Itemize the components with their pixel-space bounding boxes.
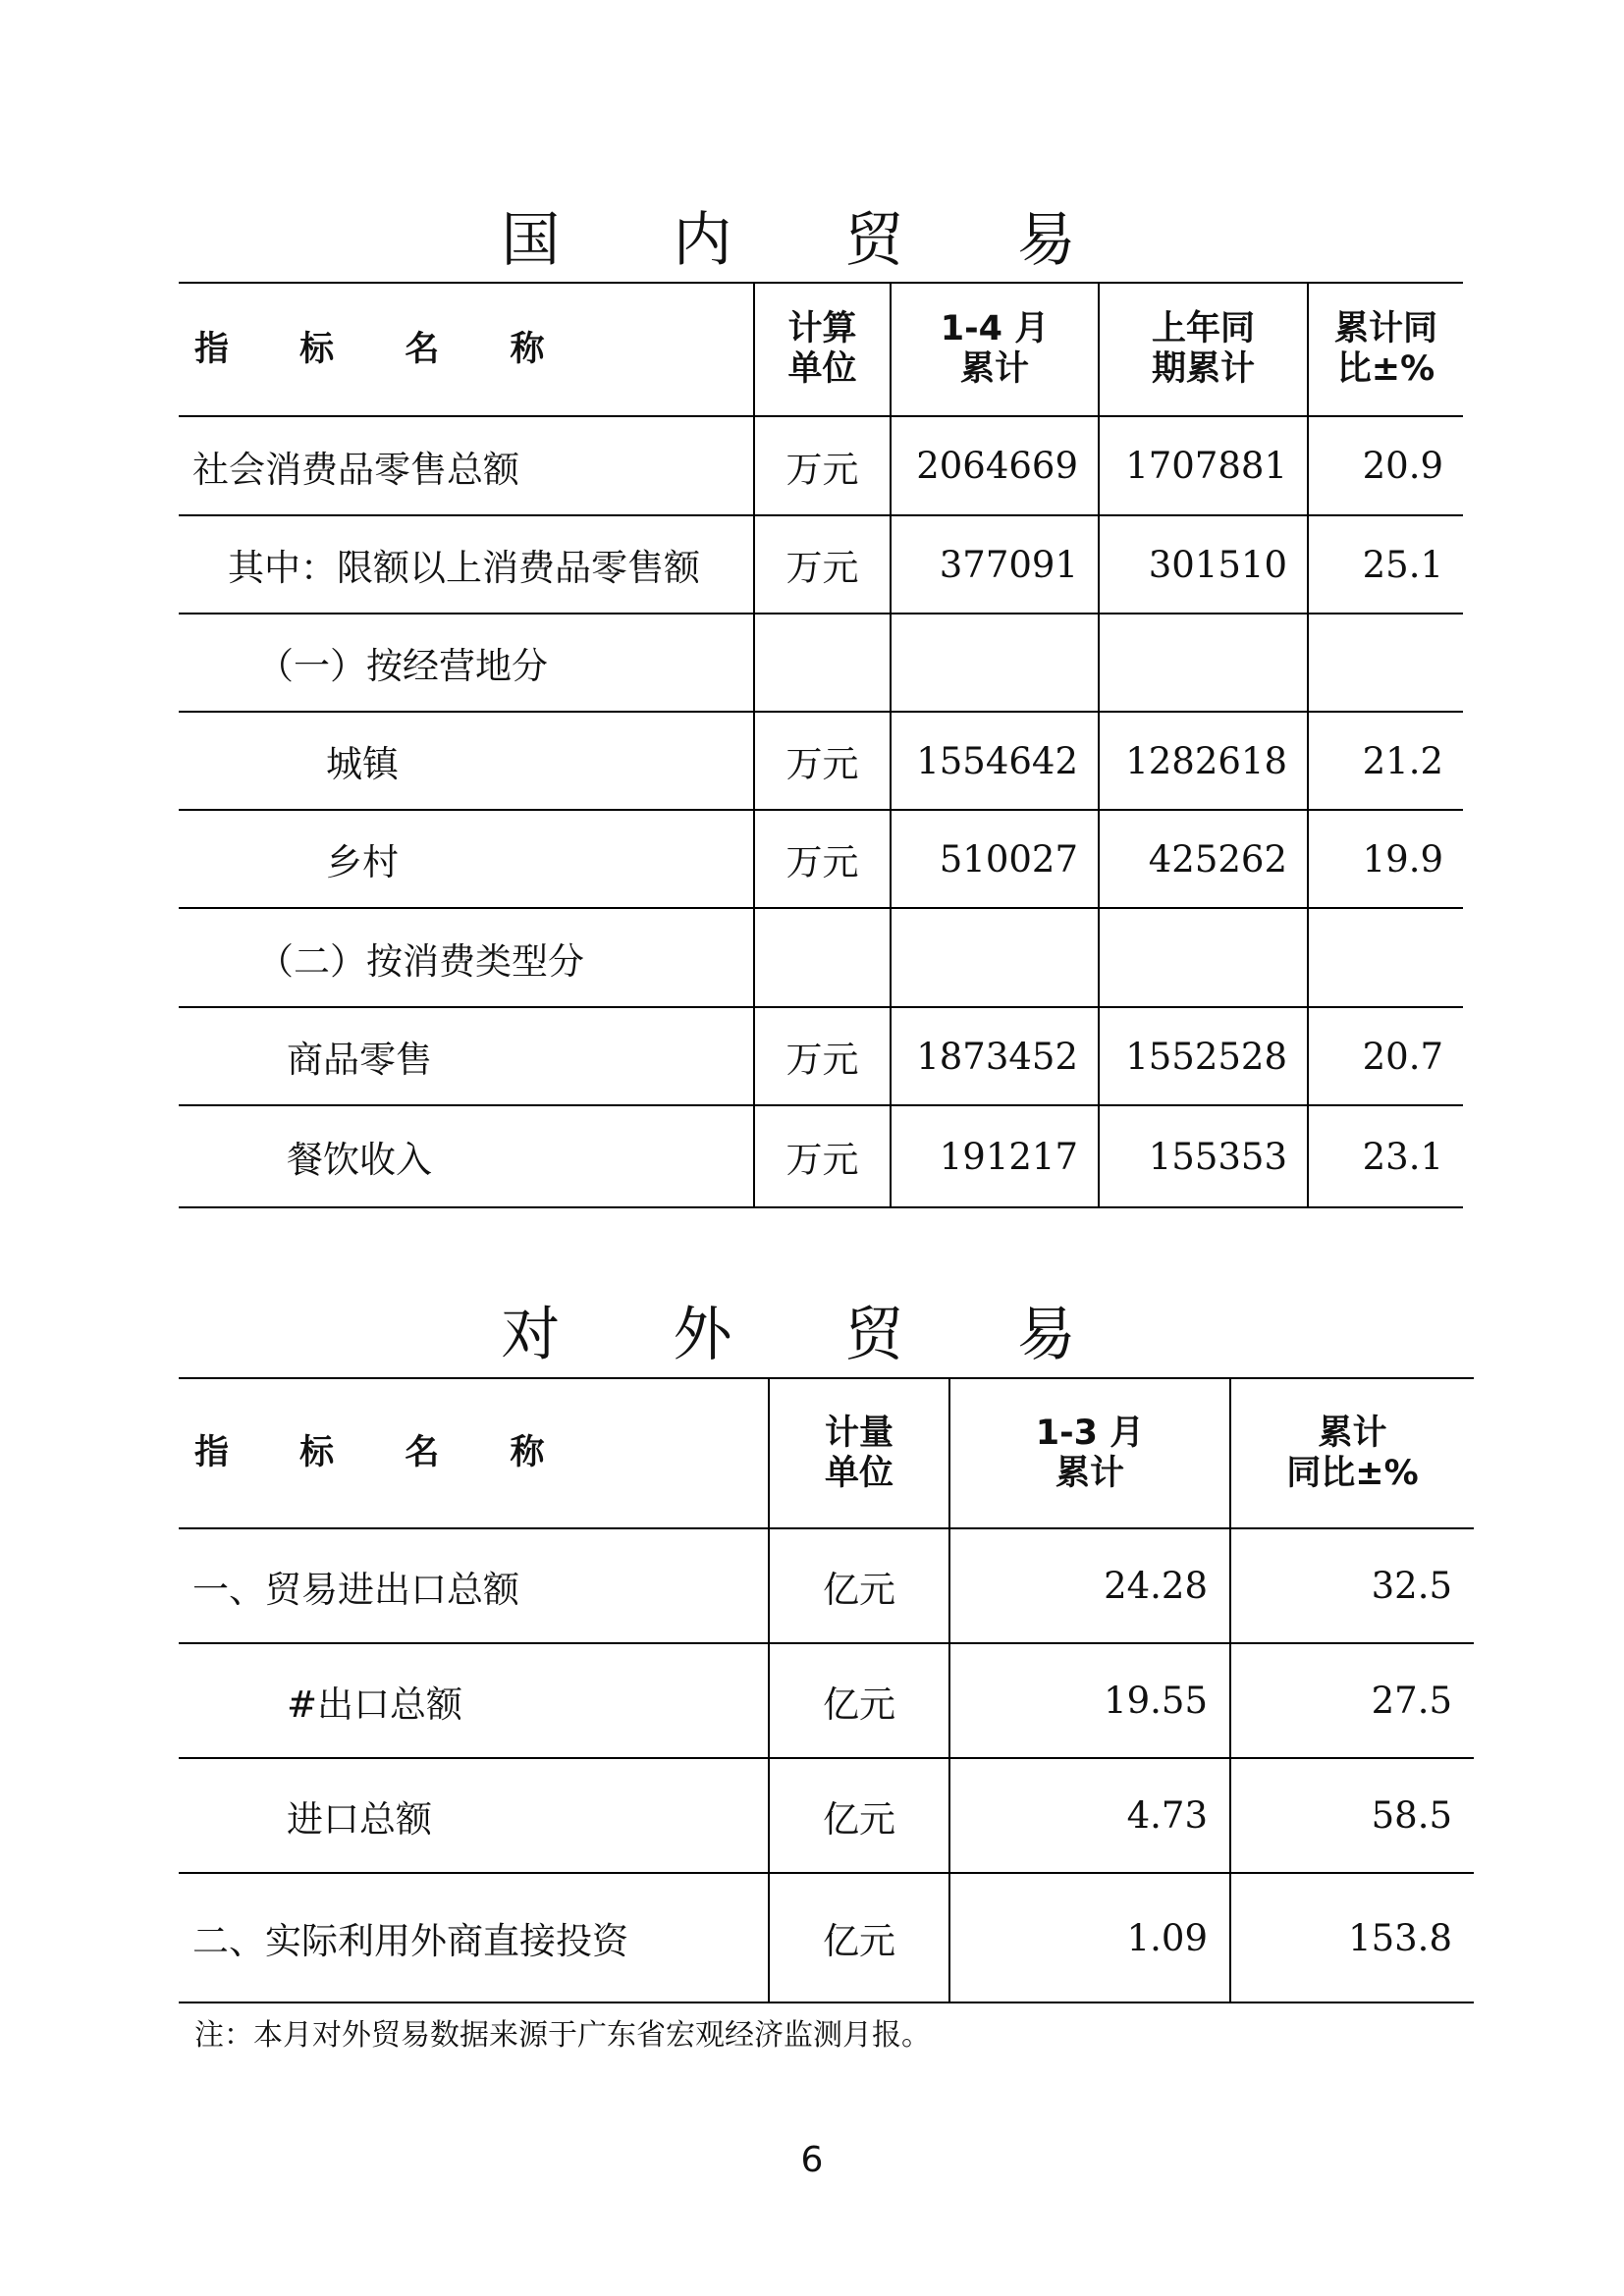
row-yoy: 20.7 [1308, 1007, 1463, 1105]
table-row [179, 1105, 1463, 1207]
row-unit: 万元 [754, 712, 891, 810]
row-current: 1873452 [891, 1007, 1099, 1105]
row-yoy: 153.8 [1230, 1873, 1474, 2002]
table-row [179, 1007, 1463, 1105]
row-current: 24.28 [949, 1528, 1230, 1643]
row-unit: 万元 [754, 810, 891, 908]
row-previous: 425262 [1099, 810, 1308, 908]
row-previous [1099, 614, 1308, 712]
header-current-cumulative: 1-3 月 累计 [949, 1378, 1230, 1528]
header-yoy-change: 累计同 比±% [1308, 283, 1463, 416]
row-yoy: 20.9 [1308, 416, 1463, 515]
row-current: 1554642 [891, 712, 1099, 810]
table-header-row [179, 283, 1463, 416]
header-yoy-change: 累计 同比±% [1230, 1378, 1474, 1528]
table-row [179, 1873, 1474, 2002]
row-name: #出口总额 [179, 1643, 769, 1758]
row-unit: 亿元 [769, 1873, 949, 2002]
table-row [179, 1643, 1474, 1758]
row-current [891, 908, 1099, 1007]
row-previous: 155353 [1099, 1105, 1308, 1207]
row-current: 1.09 [949, 1873, 1230, 2002]
row-unit: 亿元 [769, 1528, 949, 1643]
data-source-note: 注：本月对外贸易数据来源于广东省宏观经济监测月报。 [194, 2018, 931, 2053]
row-name: 其中：限额以上消费品零售额 [179, 515, 754, 614]
row-unit: 万元 [754, 1007, 891, 1105]
row-current: 2064669 [891, 416, 1099, 515]
table-row [179, 1758, 1474, 1873]
row-unit: 亿元 [769, 1643, 949, 1758]
row-current [891, 614, 1099, 712]
row-name: 餐饮收入 [179, 1105, 754, 1207]
row-name: 一、贸易进出口总额 [179, 1528, 769, 1643]
header-current-cumulative: 1-4 月 累计 [891, 283, 1099, 416]
foreign-trade-table [179, 1377, 1474, 2003]
header-previous-cumulative: 上年同 期累计 [1099, 283, 1308, 416]
row-yoy: 58.5 [1230, 1758, 1474, 1873]
row-name: 二、实际利用外商直接投资 [179, 1873, 769, 2002]
row-name: （二）按消费类型分 [179, 908, 754, 1007]
header-indicator-name: 指 标 名 称 [179, 1378, 769, 1528]
row-yoy [1308, 614, 1463, 712]
row-yoy: 27.5 [1230, 1643, 1474, 1758]
row-unit: 万元 [754, 515, 891, 614]
foreign-trade-title: 对 外 贸 易 [501, 1301, 1123, 1369]
row-unit: 万元 [754, 1105, 891, 1207]
row-unit [754, 614, 891, 712]
row-yoy: 19.9 [1308, 810, 1463, 908]
row-unit [754, 908, 891, 1007]
row-yoy: 23.1 [1308, 1105, 1463, 1207]
table-row [179, 1528, 1474, 1643]
table-row [179, 416, 1463, 515]
row-unit: 亿元 [769, 1758, 949, 1873]
row-yoy: 25.1 [1308, 515, 1463, 614]
row-name: 商品零售 [179, 1007, 754, 1105]
row-previous: 1282618 [1099, 712, 1308, 810]
row-unit: 万元 [754, 416, 891, 515]
row-current: 4.73 [949, 1758, 1230, 1873]
header-unit: 计量 单位 [769, 1378, 949, 1528]
table-row [179, 810, 1463, 908]
row-current: 191217 [891, 1105, 1099, 1207]
row-previous: 301510 [1099, 515, 1308, 614]
table-row [179, 712, 1463, 810]
table-header-row [179, 1378, 1474, 1528]
row-yoy [1308, 908, 1463, 1007]
header-unit: 计算 单位 [754, 283, 891, 416]
domestic-trade-title: 国 内 贸 易 [501, 206, 1123, 275]
row-current: 19.55 [949, 1643, 1230, 1758]
row-name: 进口总额 [179, 1758, 769, 1873]
row-current: 377091 [891, 515, 1099, 614]
row-name: 乡村 [179, 810, 754, 908]
row-current: 510027 [891, 810, 1099, 908]
row-name: 城镇 [179, 712, 754, 810]
row-name: （一）按经营地分 [179, 614, 754, 712]
domestic-trade-table [179, 282, 1463, 1208]
row-previous: 1552528 [1099, 1007, 1308, 1105]
header-indicator-name: 指 标 名 称 [179, 283, 754, 416]
table-row [179, 614, 1463, 712]
row-yoy: 32.5 [1230, 1528, 1474, 1643]
row-name: 社会消费品零售总额 [179, 416, 754, 515]
table-row [179, 515, 1463, 614]
row-yoy: 21.2 [1308, 712, 1463, 810]
row-previous: 1707881 [1099, 416, 1308, 515]
row-previous [1099, 908, 1308, 1007]
table-row [179, 908, 1463, 1007]
page-number: 6 [800, 2140, 824, 2180]
